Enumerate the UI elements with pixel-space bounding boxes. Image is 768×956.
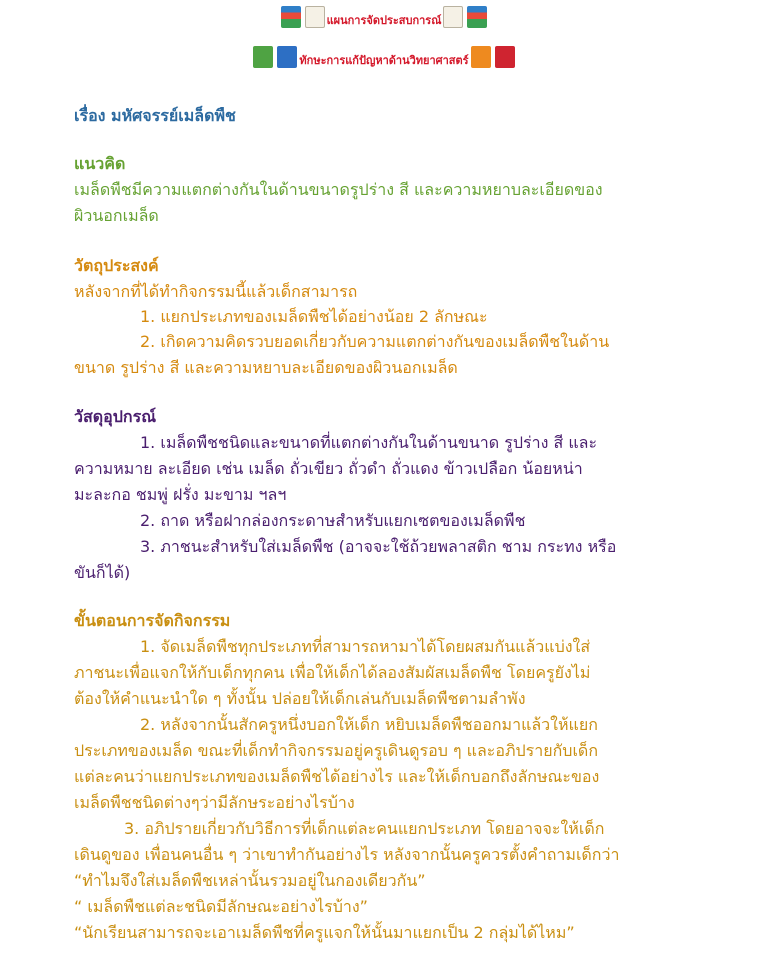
materials-item-continued: ขันก็ได้): [74, 563, 131, 582]
materials-heading: วัสดุอุปกรณ์: [74, 407, 157, 426]
procedure-step: 3. อภิปรายเกี่ยวกับวิธีการที่เด็กแต่ละคนแยกประเภท โดยอาจจะให้เด็ก: [124, 819, 605, 838]
orange-book-icon: [471, 46, 491, 68]
procedure-heading: ขั้นตอนการจัดกิจกรรม: [74, 611, 231, 630]
procedure-step-continued: ภาชนะเพื่อแจกให้กับเด็กทุกคน เพื่อให้เด็กได้ลองสัมผัสเมล็ดพืช โดยครูยังไม่: [74, 663, 591, 682]
materials-item: 3. ภาชนะสำหรับใส่เมล็ดพืช (อาจจะใช้ถ้วยพลาสติก ชาม กระทง หรือ: [140, 537, 617, 556]
materials-item: 1. เมล็ดพืชชนิดและขนาดที่แตกต่างกันในด้านขนาด รูปร่าง สี และ: [140, 433, 598, 452]
objective-item: 2. เกิดความคิดรวบยอดเกี่ยวกับความแตกต่างกันของเมล็ดพืชในด้าน: [140, 332, 610, 351]
procedure-step-continued: ต้องให้คำแนะนำใด ๆ ทั้งนั้น ปล่อยให้เด็กเล่นกับเมล็ดพืชตามลำพัง: [74, 689, 526, 708]
topic-title: เรื่อง มหัศจรรย์เมล็ดพืช: [74, 106, 236, 125]
plan-subtitle: ทักษะการแก้ปัญหาด้านวิทยาศาสตร์: [299, 54, 469, 67]
materials-item-continued: ความหมาย ละเอียด เช่น เมล็ด ถั่วเขียว ถั่วดำ ถั่วแดง ข้าวเปลือก น้อยหน่า: [74, 459, 583, 478]
materials-item: 2. ถาด หรือฝากล่องกระดาษสำหรับแยกเซตของเมล็ดพืช: [140, 511, 526, 530]
concept-line: ผิวนอกเมล็ด: [74, 206, 159, 225]
memo-icon: [443, 6, 463, 28]
concept-heading: แนวคิด: [74, 154, 126, 173]
procedure-step-continued: เมล็ดพืชชนิดต่างๆว่ามีลักษระอย่างไรบ้าง: [74, 793, 355, 812]
red-book-icon: [495, 46, 515, 68]
plan-subtitle-row: [0, 46, 768, 73]
green-book-icon: [253, 46, 273, 68]
books-icon: [281, 6, 301, 28]
procedure-step-continued: เดินดูของ เพื่อนคนอื่น ๆ ว่าเขาทำกันอย่างไร หลังจากนั้นครูควรตั้งคำถามเด็กว่า: [74, 845, 620, 864]
objective-heading: วัตถุประสงค์: [74, 256, 159, 275]
procedure-step: 2. หลังจากนั้นสักครูหนึ่งบอกให้เด็ก หยิบเมล็ดพืชออกมาแล้วให้แยก: [140, 715, 598, 734]
procedure-step-continued: แต่ละคนว่าแยกประเภทของเมล็ดพืชได้อย่างไร และให้เด็กบอกถึงลักษณะของ: [74, 767, 600, 786]
objective-item-continued: ขนาด รูปร่าง สี และความหยาบละเอียดของผิวนอกเมล็ด: [74, 358, 458, 377]
objective-intro: หลังจากที่ได้ทำกิจกรรมนี้แล้วเด็กสามารถ: [74, 282, 358, 301]
blue-book-icon: [277, 46, 297, 68]
procedure-question: “นักเรียนสามารถจะเอาเมล็ดพืชที่ครูแจกให้นั้นมาแยกเป็น 2 กลุ่มได้ไหม”: [74, 923, 575, 942]
procedure-step: 1. จัดเมล็ดพืชทุกประเภทที่สามารถหามาได้โดยผสมกันแล้วแบ่งใส่: [140, 637, 591, 656]
procedure-question: “ เมล็ดพืชแต่ละชนิดมีลักษณะอย่างไรบ้าง”: [74, 897, 368, 916]
materials-item-continued: มะละกอ ชมพู่ ฝรั่ง มะขาม ฯลฯ: [74, 485, 287, 504]
books-icon: [467, 6, 487, 28]
plan-title: แผนการจัดประสบการณ์: [326, 14, 442, 27]
procedure-step-continued: ประเภทของเมล็ด ขณะที่เด็กทำกิจกรรมอยู่ครูเดินดูรอบ ๆ และอภิปรายกับเด็ก: [74, 741, 599, 760]
memo-icon: [305, 6, 325, 28]
concept-line: เมล็ดพืชมีความแตกต่างกันในด้านขนาดรูปร่าง สี และความหยาบละเอียดของ: [74, 180, 603, 199]
procedure-question: “ทำไมจึงใส่เมล็ดพืชเหล่านั้นรวมอยู่ในกองเดียวกัน”: [74, 871, 426, 890]
plan-title-row: [0, 6, 768, 33]
objective-item: 1. แยกประเภทของเมล็ดพืชได้อย่างน้อย 2 ลักษณะ: [140, 307, 488, 326]
